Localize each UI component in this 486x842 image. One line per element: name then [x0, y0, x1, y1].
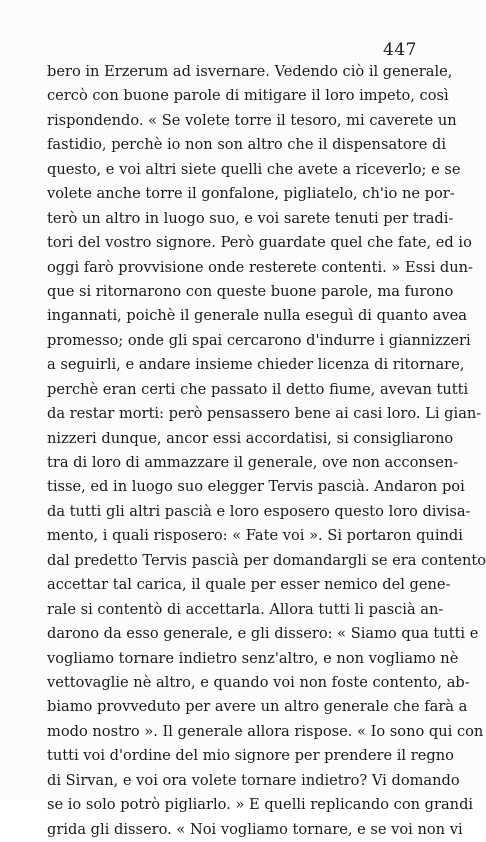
text-line: fastidio, perchè io non son altro che il dispensatore di: [47, 136, 447, 154]
text-line: darono da esso generale, e gli dissero: « Siamo qua tutti e: [47, 625, 479, 643]
text-line: tori del vostro signore. Però guardate quel che fate, ed io: [47, 234, 472, 252]
text-line: da restar morti: però pensassero bene ai casi loro. Li gian-: [47, 405, 482, 423]
text-line: vettovaglie nè altro, e quando voi non foste contento, ab-: [47, 673, 470, 691]
text-line: oggi farò provvisione onde resterete contenti. » Essi dun-: [47, 258, 473, 276]
text-line: terò un altro in luogo suo, e voi sarete tenuti per tradi-: [47, 209, 454, 227]
body-text: [47, 60, 486, 842]
text-line: vogliamo tornare indietro senz'altro, e non vogliamo nè: [47, 649, 459, 667]
text-line: accettar tal carica, il quale per esser nemico del gene-: [47, 576, 451, 594]
text-line: biamo provveduto per avere un altro generale che farà a: [47, 698, 468, 716]
text-line: dal predetto Tervis pascià per domandargli se era contento: [47, 551, 486, 569]
page-number: 447: [383, 40, 417, 60]
text-line: a seguirli, e andare insieme chieder licenza di ritornare,: [47, 356, 465, 374]
text-line: que si ritornarono con queste buone parole, ma furono: [47, 282, 454, 300]
text-line: bero in Erzerum ad isvernare. Vedendo ciò il generale,: [47, 63, 453, 80]
text-line: di Sirvan, e voi ora volete tornare indietro? Vi domando: [47, 771, 460, 789]
text-line: rale si contentò di accettarla. Allora tutti li pascià an-: [47, 600, 444, 618]
text-line: modo nostro ». Il generale allora rispose. « Io sono qui con: [47, 722, 484, 740]
text-line: perchè eran certi che passato il detto fiume, avevan tutti: [47, 380, 469, 398]
text-line: questo, e voi altri siete quelli che avete a riceverlo; e se: [47, 160, 461, 178]
text-line: da tutti gli altri pascià e loro esposero questo loro divisa-: [47, 502, 471, 520]
text-line: ingannati, poichè il generale nulla eseguì di quanto avea: [47, 307, 468, 325]
text-line: nizzeri dunque, ancor essi accordatisi, si consigliarono: [47, 429, 454, 447]
text-line: tisse, ed in luogo suo elegger Tervis pascià. Andaron poi: [47, 478, 465, 496]
text-line: se io solo potrò pigliarlo. » E quelli replicando con grandi: [47, 796, 474, 814]
text-line: cercò con buone parole di mitigare il loro impeto, così: [47, 87, 449, 105]
text-line: promesso; onde gli spai cercarono d'indurre i giannizzeri: [47, 331, 471, 349]
text-line: mento, i quali risposero: « Fate voi ». Si portaron quindi: [47, 527, 463, 545]
text-line: tra di loro di ammazzare il generale, ove non acconsen-: [47, 454, 459, 471]
text-line: grida gli dissero. « Noi vogliamo tornare, e se voi non vi: [47, 820, 463, 838]
text-line: tutti voi d'ordine del mio signore per prendere il regno: [47, 747, 454, 765]
text-line: rispondendo. « Se volete torre il tesoro, mi caverete un: [47, 111, 457, 129]
text-line: volete anche torre il gonfalone, pigliatelo, ch'io ne por-: [47, 185, 455, 203]
